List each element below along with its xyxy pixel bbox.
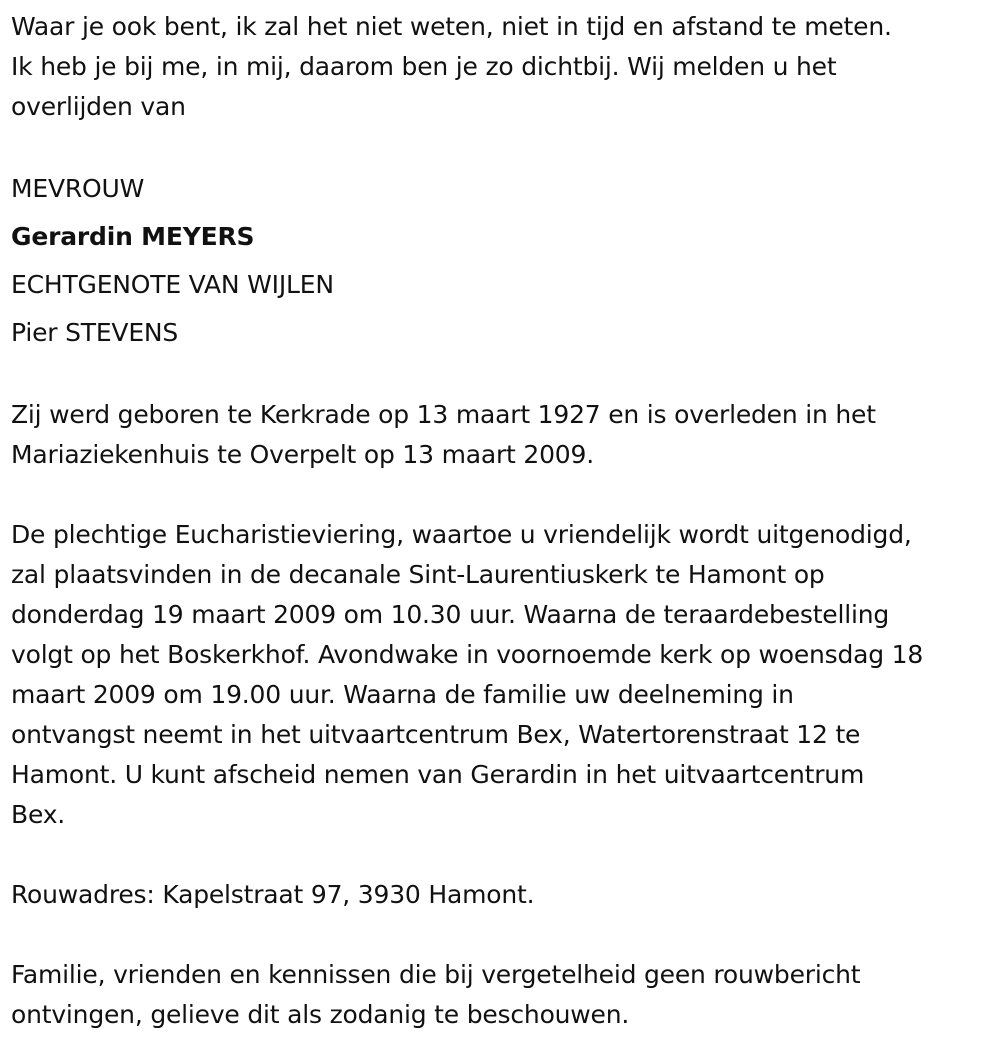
text-line: volgt op het Boskerkhof. Avondwake in voornoemde kerk op woensdag 18 [11, 640, 924, 669]
deceased-relation: ECHTGENOTE VAN WIJLEN [11, 270, 334, 299]
text-line: Bex. [11, 800, 66, 829]
closing-paragraph [11, 955, 992, 1035]
text-line: overlijden van [11, 92, 186, 121]
mourning-address: Rouwadres: Kapelstraat 97, 3930 Hamont. [11, 880, 535, 909]
text-line: Waar je ook bent, ik zal het niet weten, niet in tijd en afstand te meten. [11, 12, 892, 41]
spouse-name: Pier STEVENS [11, 318, 179, 347]
text-line: Mariaziekenhuis te Overpelt op 13 maart 2009. [11, 440, 594, 469]
text-line: Ik heb je bij me, in mij, daarom ben je zo dichtbij. Wij melden u het [11, 52, 837, 81]
text-line: Zij werd geboren te Kerkrade op 13 maart 1927 en is overleden in het [11, 400, 876, 429]
birth-death-paragraph [11, 395, 992, 475]
spacer [11, 835, 992, 875]
text-line: zal plaatsvinden in de decanale Sint-Laurentiuskerk te Hamont op [11, 560, 825, 589]
text-line: Familie, vrienden en kennissen die bij vergetelheid geen rouwbericht [11, 960, 861, 989]
intro-paragraph [11, 7, 992, 127]
address-paragraph [11, 875, 992, 915]
deceased-name: Gerardin MEYERS [11, 222, 255, 251]
spacer [11, 357, 992, 395]
spacer [11, 127, 992, 165]
spacer [11, 915, 992, 955]
text-line: maart 2009 om 19.00 uur. Waarna de familie uw deelneming in [11, 680, 794, 709]
text-line: Hamont. U kunt afscheid nemen van Gerardin in het uitvaartcentrum [11, 760, 865, 789]
ceremony-paragraph [11, 515, 992, 835]
text-line: De plechtige Eucharistieviering, waartoe u vriendelijk wordt uitgenodigd, [11, 520, 912, 549]
text-line: ontvangst neemt in het uitvaartcentrum Bex, Watertorenstraat 12 te [11, 720, 861, 749]
deceased-title: MEVROUW [11, 174, 145, 203]
spacer [11, 475, 992, 515]
deceased-block [11, 165, 992, 357]
text-line: donderdag 19 maart 2009 om 10.30 uur. Waarna de teraardebestelling [11, 600, 890, 629]
text-line: ontvingen, gelieve dit als zodanig te beschouwen. [11, 1000, 630, 1029]
